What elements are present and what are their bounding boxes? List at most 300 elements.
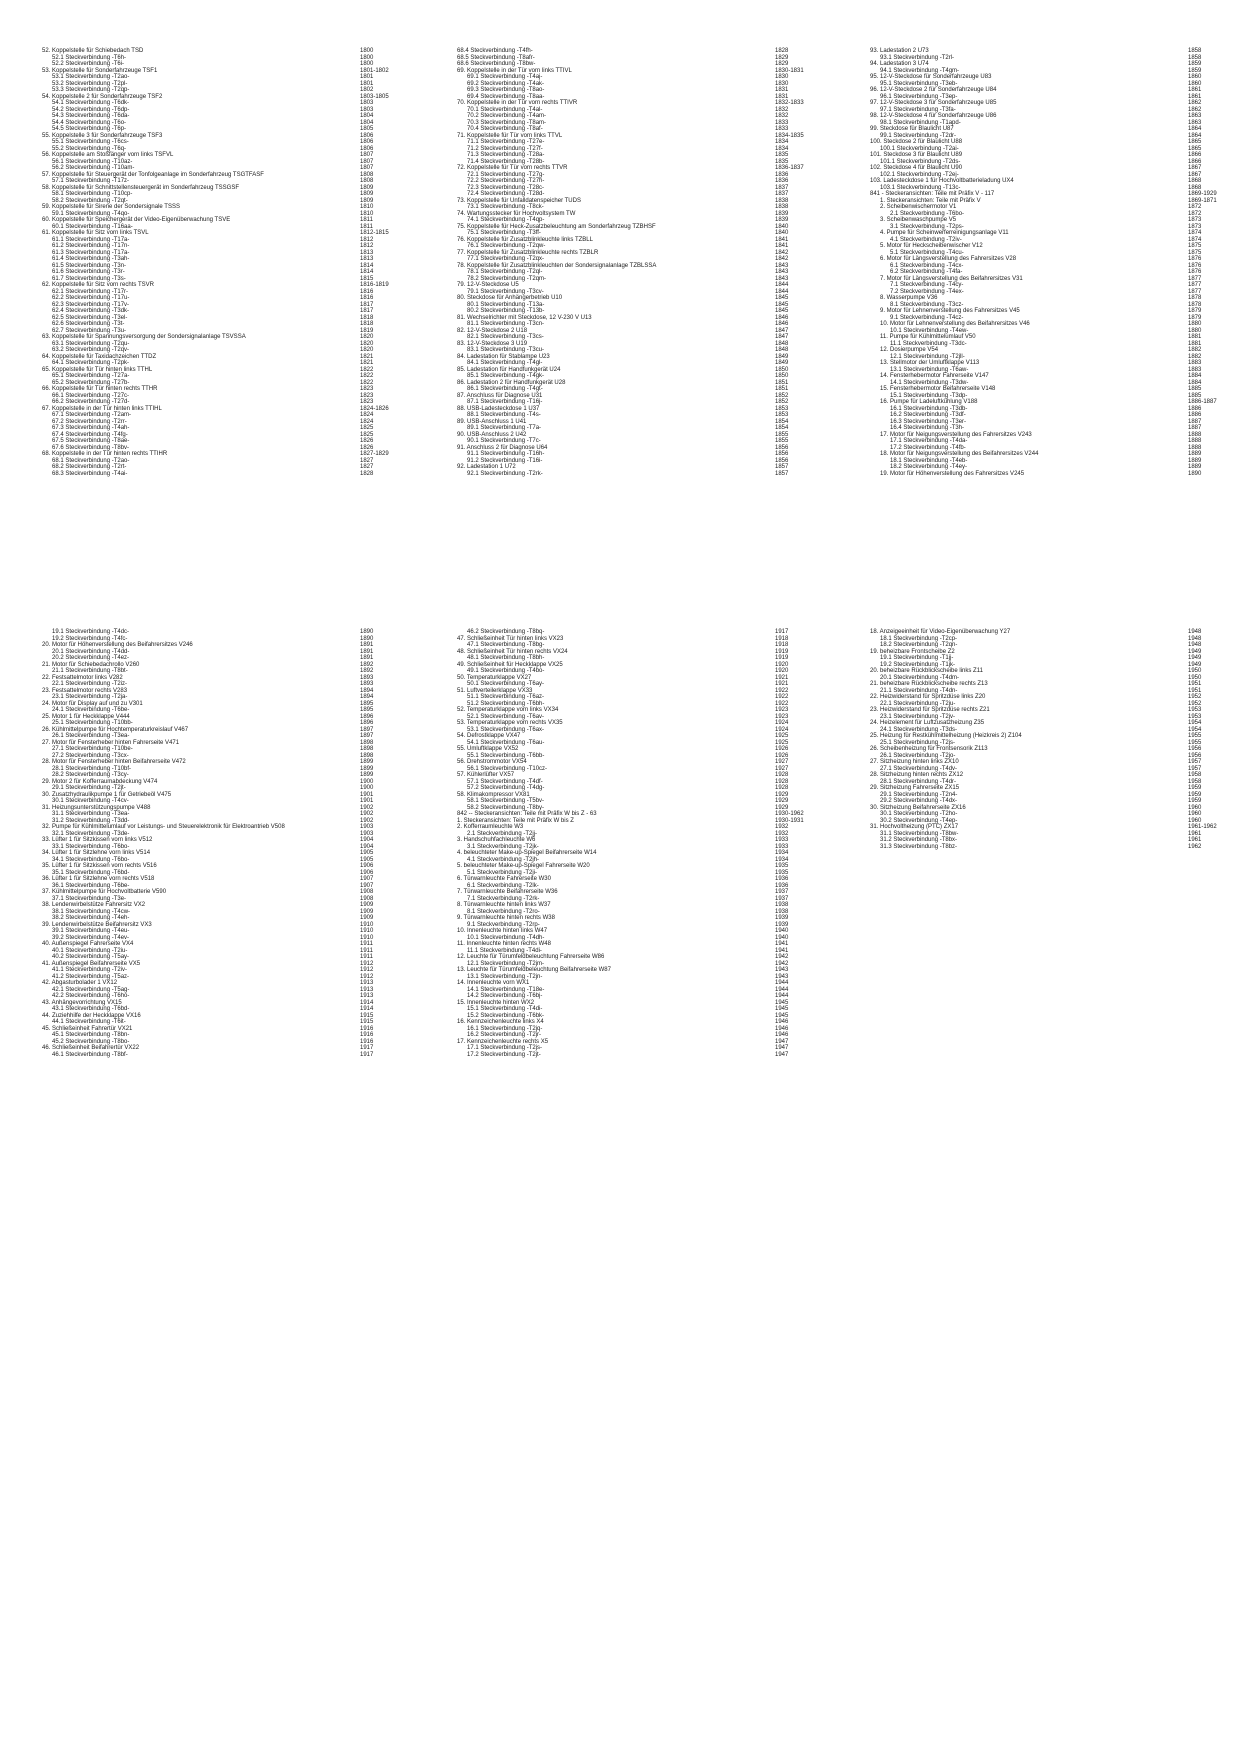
toc-entry-page: 1880 — [1188, 321, 1202, 327]
toc-entry-page: 1877 — [1188, 288, 1202, 295]
toc-entry-page: 1884 — [1188, 373, 1202, 379]
toc-entry-title: 16.1 Steckverbindung -T3db- — [890, 405, 968, 412]
toc-entry — [457, 1052, 827, 1059]
toc-column — [457, 629, 827, 1058]
toc-entry-title: 57.1 Steckverbindung -T17z- — [52, 178, 130, 184]
toc-entry-page: 1877 — [1188, 282, 1202, 288]
toc-entry-page: 1961 — [1188, 830, 1202, 837]
toc-entry-title: 67.3 Steckverbindung -T4ah- — [52, 425, 130, 431]
toc-entry-title: 14.1 Steckverbindung -T18e- — [467, 986, 545, 993]
toc-entry-page: 1806 — [360, 139, 374, 145]
toc-entry-title: 36. Lüfter 1 für Sitzlehne vorn rechts V518 — [42, 876, 155, 882]
toc-entry-page: 1912 — [360, 973, 374, 980]
toc-entry-title: 54. Koppelstelle 2 für Sonderfahrzeuge TSF2 — [42, 93, 163, 100]
toc-entry-title: 76. Koppelstelle für Zusatzblinkleuchte links TZBLL — [457, 236, 593, 243]
toc-entry-page: 1912 — [360, 967, 374, 973]
toc-entry-title: 53. Temperaturklappe vorn rechts VX35 — [457, 720, 563, 726]
toc-entry-page: 1894 — [360, 694, 374, 700]
toc-entry-title: 1. Steckeransichten: Teile mit Präfix V — [880, 197, 981, 204]
toc-entry-title: 68.3 Steckverbindung -T4ai- — [52, 470, 128, 477]
toc-entry-page: 1800 — [360, 48, 374, 54]
toc-entry-title: 45.2 Steckverbindung -T8bo- — [52, 1038, 130, 1045]
toc-entry-page: 1923 — [775, 713, 789, 720]
toc-entry-title: 4. Pumpe für Scheinwerferreinigungsanlage V11 — [880, 230, 1009, 236]
toc-entry-page: 1944 — [775, 986, 789, 993]
toc-entry-page: 1851 — [775, 386, 789, 392]
toc-entry-title: 64.1 Steckverbindung -T2pk- — [52, 360, 130, 366]
toc-entry-title: 49. Schließeinheit für Heckklappe VX25 — [457, 661, 563, 668]
toc-entry-title: 53.1 Steckverbindung -T2ao- — [52, 74, 130, 80]
toc-entry-title: 75. Koppelstelle für Heck-Zusatzbeleuchtung am Sonderfahrzeug TZBHSF — [457, 223, 656, 230]
toc-entry-page: 1922 — [775, 694, 789, 700]
toc-entry-title: 70.1 Steckverbindung -T4al- — [467, 106, 543, 113]
toc-entry-title: 64. Koppelstelle für Taxidachzeichen TTDZ — [42, 353, 157, 360]
toc-entry-page: 1934 — [775, 856, 789, 863]
toc-entry-page: 1835 — [775, 152, 789, 158]
toc-entry-title: 97.1 Steckverbindung -T3fa- — [880, 106, 956, 113]
toc-entry-title: 41.1 Steckverbindung -T2iv- — [52, 967, 128, 973]
toc-entry-title: 54.2 Steckverbindung -T6dp- — [52, 106, 130, 113]
toc-entry-title: 19.2 Steckverbindung -T4fc- — [52, 635, 128, 642]
toc-entry-page: 1873 — [1188, 217, 1202, 223]
toc-entry-page: 1926 — [775, 752, 789, 759]
toc-entry-title: 21.1 Steckverbindung -T4dn- — [880, 687, 958, 694]
toc-entry-title: 97. 12-V-Steckdose 3 für Sonderfahrzeuge U85 — [870, 100, 997, 106]
toc-entry-page: 1808 — [360, 178, 374, 184]
toc-entry-title: 96.1 Steckverbindung -T3ep- — [880, 93, 958, 100]
toc-entry-title: 23.1 Steckverbindung -T2ja- — [52, 694, 128, 700]
toc-entry-page: 1809 — [360, 197, 374, 204]
toc-entry-title: 26.1 Steckverbindung -T2jo- — [880, 752, 956, 759]
toc-entry-page: 1925 — [775, 739, 789, 746]
toc-entry-title: 89.1 Steckverbindung -T7a- — [467, 425, 542, 431]
toc-entry-title: 84.1 Steckverbindung -T4gl- — [467, 360, 543, 366]
toc-entry-title: 62.1 Steckverbindung -T17r- — [52, 288, 129, 295]
toc-entry-page: 1817 — [360, 301, 374, 308]
toc-entry-title: 54.5 Steckverbindung -T6p- — [52, 126, 127, 132]
toc-entry-title: 47. Schließeinheit Tür hinten links VX23 — [457, 635, 564, 642]
toc-entry-title: 27. Motor für Fensterheber hinten Fahrerseite V471 — [42, 739, 180, 746]
toc-entry-page: 1863 — [1188, 119, 1202, 126]
toc-entry-title: 69.3 Steckverbindung -T8ao- — [467, 87, 545, 93]
toc-entry-title: 51.1 Steckverbindung -T6az- — [467, 694, 545, 700]
toc-entry-page: 1853 — [775, 412, 789, 418]
toc-entry-page: 1808 — [360, 171, 374, 178]
toc-entry-title: 20.2 Steckverbindung -T4ez- — [52, 655, 130, 661]
toc-entry-page: 1812 — [360, 243, 374, 249]
toc-entry-page: 1961 — [1188, 837, 1202, 843]
toc-entry-title: 17.1 Steckverbindung -T4da- — [890, 438, 968, 444]
toc-entry-page: 1813 — [360, 256, 374, 262]
toc-entry-page: 1898 — [360, 739, 374, 746]
toc-entry-title: 15. Innenleuchte hinten WX2 — [457, 999, 535, 1006]
toc-entry-page: 1962 — [1188, 843, 1202, 850]
toc-entry-title: 44.1 Steckverbindung -T6it- — [52, 1019, 126, 1025]
toc-entry-title: 9.1 Steckverbindung -T4cz- — [890, 314, 964, 321]
toc-entry-page: 1954 — [1188, 726, 1202, 733]
toc-entry-page: 1889 — [1188, 457, 1202, 464]
toc-entry-title: 51. Luftverteilerklappe VX33 — [457, 687, 533, 694]
toc-entry-page: 1855 — [775, 431, 789, 438]
toc-entry-title: 58. Klimakompressor VX81 — [457, 791, 530, 798]
toc-entry-page: 1940 — [775, 928, 789, 934]
toc-entry-title: 35.1 Steckverbindung -T6bd- — [52, 869, 130, 876]
toc-entry-page: 1958 — [1188, 778, 1202, 785]
toc-entry-title: 24.1 Steckverbindung -T3ds- — [880, 726, 958, 733]
toc-entry-page: 1905 — [360, 850, 374, 856]
toc-entry-title: 58.2 Steckverbindung -T2qt- — [52, 197, 128, 204]
toc-entry-page: 1846 — [775, 321, 789, 327]
toc-entry-title: 39.2 Steckverbindung -T4ev- — [52, 934, 130, 941]
toc-entry-title: 82. 12-V-Steckdose 2 U18 — [457, 327, 528, 334]
toc-entry-title: 9. Türwarnleuchte hinten rechts W38 — [457, 915, 555, 921]
toc-entry-title: 5. Motor für Heckscheibenwischer V12 — [880, 243, 983, 249]
toc-entry-title: 19.2 Steckverbindung -T1jk- — [880, 661, 956, 668]
toc-entry-page: 1835 — [775, 158, 789, 165]
toc-entry-page: 1850 — [775, 373, 789, 379]
toc-entry-title: 98. 12-V-Steckdose 4 für Sonderfahrzeuge U86 — [870, 113, 997, 119]
toc-entry-title: 22. Heizwiderstand für Spritzdüse links Z20 — [870, 694, 986, 700]
toc-entry-page: 1825 — [360, 431, 374, 438]
toc-entry-page: 1920 — [775, 668, 789, 674]
toc-entry-page: 1915 — [360, 1019, 374, 1025]
toc-entry-page: 1921 — [775, 681, 789, 687]
toc-entry-page: 1892 — [360, 661, 374, 668]
toc-entry-page: 1926 — [775, 746, 789, 752]
toc-entry-title: 31. Heizungsunterstützungspumpe V488 — [42, 804, 151, 811]
toc-entry-title: 30. Sitzheizung Beifahrerseite ZX16 — [870, 804, 966, 811]
toc-entry-page: 1879 — [1188, 314, 1202, 321]
toc-entry-title: 33.1 Steckverbindung -T6bo- — [52, 843, 130, 850]
toc-entry-title: 56. Drehstrommotor VX54 — [457, 759, 527, 765]
toc-entry-page: 1957 — [1188, 759, 1202, 765]
toc-entry-page: 1868 — [1188, 178, 1202, 184]
toc-entry-title: 18.2 Steckverbindung -T4ey- — [890, 464, 968, 470]
toc-entry — [870, 471, 1240, 478]
toc-entry-title: 10. Innenleuchte hinten links W47 — [457, 928, 548, 934]
toc-entry-title: 29. Motor 2 für Kofferraumabdeckung V474 — [42, 778, 158, 785]
toc-entry-title: 3.1 Steckverbindung -T2ps- — [890, 223, 964, 230]
toc-entry-title: 57.1 Steckverbindung -T4df- — [467, 778, 543, 785]
toc-entry-page: 1937 — [775, 895, 789, 902]
toc-entry-title: 19.1 Steckverbindung -T4dc- — [52, 629, 130, 635]
toc-entry-page: 1920 — [775, 661, 789, 668]
toc-entry-page: 1834 — [775, 139, 789, 145]
toc-entry-title: 49.1 Steckverbindung -T4bo- — [467, 668, 545, 674]
toc-entry-title: 86.1 Steckverbindung -T4gt- — [467, 386, 543, 392]
toc-entry-title: 67.4 Steckverbindung -T4fg- — [52, 431, 128, 438]
toc-entry-page: 1940 — [775, 934, 789, 941]
toc-entry-title: 28.2 Steckverbindung -T3cy- — [52, 772, 129, 778]
toc-entry-page: 1877 — [1188, 275, 1202, 282]
toc-entry-page: 1872 — [1188, 210, 1202, 217]
toc-entry-page: 1882 — [1188, 353, 1202, 360]
toc-entry-page: 1867 — [1188, 165, 1202, 171]
toc-entry-title: 102.1 Steckverbindung -T2ej- — [880, 171, 959, 178]
toc-entry-page: 1820 — [360, 340, 374, 347]
toc-entry-title: 67.5 Steckverbindung -T8ae- — [52, 438, 130, 444]
toc-entry-title: 29.2 Steckverbindung -T4dx- — [880, 798, 958, 804]
toc-entry-title: 17.2 Steckverbindung -T2jt- — [467, 1051, 541, 1058]
toc-entry-page: 1803 — [360, 100, 374, 106]
toc-entry-title: 15.1 Steckverbindung -T3dp- — [890, 392, 968, 399]
toc-entry-page: 1909 — [360, 908, 374, 915]
toc-entry-title: 3. Handschuhfachleuchte W6 — [457, 837, 536, 843]
toc-entry-page: 1928 — [775, 785, 789, 791]
toc-entry-page: 1830-1831 — [775, 67, 804, 74]
toc-entry-page: 1946 — [775, 1025, 789, 1032]
toc-entry-page: 1889 — [1188, 464, 1202, 470]
toc-entry-page: 1821 — [360, 360, 374, 366]
toc-entry-title: 31.3 Steckverbindung -T8bz- — [880, 843, 958, 850]
toc-entry-page: 1816 — [360, 295, 374, 301]
toc-entry-title: 78.1 Steckverbindung -T2ql- — [467, 269, 543, 275]
toc-entry-page: 1878 — [1188, 301, 1202, 308]
toc-entry-title: 100. Steckdose 2 für Blaulicht U88 — [870, 139, 963, 145]
toc-entry-title: 12.1 Steckverbindung -T2jll- — [890, 353, 965, 360]
toc-entry-title: 65. Koppelstelle für Tür hinten links TTHL — [42, 366, 153, 373]
toc-entry-page: 1874 — [1188, 236, 1202, 243]
toc-entry-title: 61. Koppelstelle für Sitz vorn links TSVL — [42, 230, 149, 236]
toc-entry-page: 1814 — [360, 262, 374, 269]
toc-entry-title: 37. Kühlmittelpumpe für Hochvoltbatterie V590 — [42, 889, 167, 895]
toc-entry-page: 1863 — [1188, 113, 1202, 119]
toc-entry-page: 1942 — [775, 960, 789, 967]
toc-entry-page: 1961-1962 — [1188, 824, 1217, 830]
toc-entry-title: 71.2 Steckverbindung -T27f- — [467, 145, 543, 152]
toc-entry-page: 1802 — [360, 87, 374, 93]
toc-entry-page: 1941 — [775, 947, 789, 954]
toc-entry-page: 1907 — [360, 876, 374, 882]
toc-entry-page: 1843 — [775, 275, 789, 282]
toc-entry-page: 1810 — [360, 210, 374, 217]
toc-entry-title: 58. Koppelstelle für Schnittstellensteuergerät im Sonderfahrzeug TSSGSF — [42, 184, 239, 191]
toc-entry-page: 1886 — [1188, 412, 1202, 418]
toc-entry-title: 55.1 Steckverbindung -T6bb- — [467, 752, 545, 759]
toc-entry-title: 51.2 Steckverbindung -T6bh- — [467, 700, 545, 707]
toc-entry-title: 69.4 Steckverbindung -T8aa- — [467, 93, 545, 100]
toc-entry-title: 52.2 Steckverbindung -T6i- — [52, 61, 125, 67]
toc-entry-page: 1919 — [775, 648, 789, 655]
toc-entry-page: 1850 — [775, 366, 789, 373]
toc-entry-page: 1956 — [1188, 752, 1202, 759]
toc-entry-page: 1939 — [775, 915, 789, 921]
toc-entry-page: 1900 — [360, 785, 374, 791]
toc-entry-title: 22.1 Steckverbindung -T2iz- — [52, 681, 128, 687]
toc-entry-title: 38.1 Steckverbindung -T4cw- — [52, 908, 131, 915]
toc-entry-title: 31. Hochvoltheizung (PTC) ZX17 — [870, 824, 959, 830]
toc-entry-page: 1945 — [775, 1012, 789, 1019]
toc-entry-page: 1925 — [775, 733, 789, 739]
toc-entry-title: 92. Ladestation 1 U72 — [457, 464, 516, 470]
toc-entry-title: 56.2 Steckverbindung -T10am- — [52, 165, 135, 171]
toc-entry-title: 79.1 Steckverbindung -T3cv- — [467, 288, 544, 295]
toc-entry-page: 1929 — [775, 804, 789, 811]
toc-entry-page: 1902 — [360, 804, 374, 811]
toc-entry-page: 1876 — [1188, 269, 1202, 275]
toc-entry-title: 6. Motor für Längsverstellung des Fahrersitzes V28 — [880, 256, 1017, 262]
toc-entry-title: 19.1 Steckverbindung -T1jj- — [880, 655, 954, 661]
toc-entry-page: 1824 — [360, 412, 374, 418]
toc-entry-title: 27.2 Steckverbindung -T3cx- — [52, 752, 129, 759]
toc-entry-title: 71.1 Steckverbindung -T27e- — [467, 139, 545, 145]
toc-entry-title: 61.7 Steckverbindung -T3s- — [52, 275, 126, 282]
toc-entry-title: 24. Motor für Display auf und zu V301 — [42, 700, 143, 707]
toc-entry-title: 17. Motor für Neigungsverstellung des Fahrersitzes V243 — [880, 431, 1032, 438]
toc-entry-title: 101.1 Steckverbindung -T2ds- — [880, 158, 961, 165]
toc-entry-title: 56. Koppelstelle am Stoßfänger vorn links TSFVL — [42, 152, 174, 158]
toc-entry-title: 99.1 Steckverbindung -T2dr- — [880, 132, 957, 139]
toc-entry-page: 1951 — [1188, 681, 1202, 687]
toc-entry-title: 61.6 Steckverbindung -T3r- — [52, 269, 125, 275]
toc-entry-page: 1860 — [1188, 80, 1202, 87]
toc-entry-page: 1886-1887 — [1188, 399, 1217, 405]
toc-entry-title: 94. Ladestation 3 U74 — [870, 61, 929, 67]
toc-entry-page: 1804 — [360, 119, 374, 126]
toc-entry-title: 52. Koppelstelle für Schiebedach TSD — [42, 48, 144, 54]
toc-entry-title: 4.1 Steckverbindung -T2iv- — [890, 236, 962, 243]
toc-entry-page: 1941 — [775, 941, 789, 947]
toc-entry-title: 32.1 Steckverbindung -T3de- — [52, 830, 130, 837]
toc-entry-title: 6.1 Steckverbindung -T4cx- — [890, 262, 964, 269]
toc-entry-page: 1836-1837 — [775, 165, 804, 171]
toc-entry-title: 7.1 Steckverbindung -T2rk- — [467, 895, 540, 902]
toc-entry-page: 1955 — [1188, 739, 1202, 746]
toc-entry-title: 55.2 Steckverbindung -T6q- — [52, 145, 127, 152]
toc-entry-page: 1903 — [360, 824, 374, 830]
toc-entry-title: 31.2 Steckverbindung -T8bx- — [880, 837, 958, 843]
toc-entry-page: 1849 — [775, 353, 789, 360]
toc-entry-title: 72.1 Steckverbindung -T27g- — [467, 171, 545, 178]
toc-entry-title: 53.2 Steckverbindung -T2pl- — [52, 80, 128, 87]
toc-entry-title: 85. Ladestation für Handfunkgerät U24 — [457, 366, 561, 373]
toc-entry-page: 1923 — [775, 707, 789, 713]
toc-entry-title: 7.2 Steckverbindung -T4ex- — [890, 288, 964, 295]
toc-entry-title: 62.3 Steckverbindung -T17v- — [52, 301, 130, 308]
toc-entry-page: 1867 — [1188, 171, 1202, 178]
toc-entry-title: 18.2 Steckverbindung -T2qn- — [880, 642, 958, 648]
toc-entry-title: 39.1 Steckverbindung -T4eu- — [52, 928, 130, 934]
toc-entry-page: 1845 — [775, 301, 789, 308]
toc-entry-page: 1865 — [1188, 145, 1202, 152]
toc-entry-title: 62.5 Steckverbindung -T3el- — [52, 314, 128, 321]
toc-entry-page: 1889 — [1188, 451, 1202, 457]
toc-entry-page: 1949 — [1188, 648, 1202, 655]
toc-entry-page: 1916 — [360, 1025, 374, 1032]
toc-entry-page: 1813 — [360, 249, 374, 256]
toc-entry-page: 1953 — [1188, 707, 1202, 713]
toc-entry-page: 1801-1802 — [360, 67, 389, 74]
toc-entry-title: 20.1 Steckverbindung -T4dd- — [52, 648, 130, 655]
toc-entry-title: 58.2 Steckverbindung -T8by- — [467, 804, 545, 811]
toc-entry-page: 1890 — [360, 629, 374, 635]
toc-entry — [42, 471, 412, 478]
toc-entry-page: 1927 — [775, 759, 789, 765]
toc-entry-title: 46. Schließeinheit Beifahrertür VX22 — [42, 1045, 140, 1051]
toc-entry-title: 68.1 Steckverbindung -T2ao- — [52, 457, 130, 464]
toc-entry-title: 2. Kofferraumleuchte W3 — [457, 824, 524, 830]
toc-entry-page: 1840 — [775, 223, 789, 230]
toc-entry-page: 1898 — [360, 746, 374, 752]
toc-entry-title: 86. Ladestation 2 für Handfunkgerät U28 — [457, 379, 566, 386]
toc-entry-title: 29.1 Steckverbindung -T2jt- — [52, 785, 126, 791]
toc-entry-page: 1888 — [1188, 438, 1202, 444]
toc-entry-title: 67.6 Steckverbindung -T8bv- — [52, 444, 130, 451]
toc-entry-page: 1847 — [775, 327, 789, 334]
toc-entry-title: 62.6 Steckverbindung -T3t- — [52, 321, 125, 327]
toc-entry-title: 61.4 Steckverbindung -T3ah- — [52, 256, 130, 262]
toc-entry-page: 1896 — [360, 713, 374, 720]
toc-entry-page: 1929 — [775, 798, 789, 804]
toc-entry-page: 1893 — [360, 681, 374, 687]
toc-entry-title: 61.5 Steckverbindung -T3n- — [52, 262, 127, 269]
toc-entry-page: 1881 — [1188, 334, 1202, 340]
toc-entry-title: 62.7 Steckverbindung -T3u- — [52, 327, 127, 334]
toc-entry-page: 1927 — [775, 765, 789, 772]
toc-entry-page: 1840 — [775, 230, 789, 236]
toc-entry-page: 1951 — [1188, 687, 1202, 694]
toc-entry-title: 95. 12-V-Steckdose für Sonderfahrzeuge U83 — [870, 74, 992, 80]
toc-entry-title: 100.1 Steckverbindung -T2ai- — [880, 145, 959, 152]
toc-entry-page: 1831 — [775, 87, 789, 93]
toc-entry-title: 16.2 Steckverbindung -T2jr- — [467, 1032, 542, 1038]
toc-entry-title: 77. Koppelstelle für Zusatzblinkleuchte rechts TZBLR — [457, 249, 599, 256]
toc-entry-page: 1947 — [775, 1045, 789, 1051]
toc-entry-page: 1861 — [1188, 93, 1202, 100]
toc-entry-title: 62.4 Steckverbindung -T3dk- — [52, 308, 130, 314]
toc-entry-page: 1947 — [775, 1051, 789, 1058]
toc-entry-page: 1938 — [775, 908, 789, 915]
toc-entry-page: 1933 — [775, 843, 789, 850]
toc-entry-page: 1886 — [1188, 405, 1202, 412]
toc-entry-title: 102. Steckdose 4 für Blaulicht U90 — [870, 165, 963, 171]
toc-entry-title: 14. Fensterhebermotor Fahrerseite V147 — [880, 373, 989, 379]
toc-entry-title: 88. USB-Ladesteckdose 1 U37 — [457, 405, 540, 412]
toc-entry-page: 1900 — [360, 778, 374, 785]
toc-entry-title: 20. Motor für Höhenverstellung des Beifahrersitzes V246 — [42, 642, 193, 648]
toc-entry-title: 42.2 Steckverbindung -T6ho- — [52, 993, 130, 999]
toc-entry-title: 61.2 Steckverbindung -T17n- — [52, 243, 130, 249]
toc-entry-title: 53.1 Steckverbindung -T6ax- — [467, 726, 545, 733]
toc-entry-page: 1922 — [775, 700, 789, 707]
toc-entry-page: 1899 — [360, 765, 374, 772]
toc-entry-page: 1896 — [360, 720, 374, 726]
toc-entry-page: 1842 — [775, 256, 789, 262]
toc-entry-page: 1902 — [360, 811, 374, 817]
toc-entry-title: 34. Lüfter 1 für Sitzlehne vorn links V514 — [42, 850, 151, 856]
toc-entry-page: 1960 — [1188, 804, 1202, 811]
toc-entry-page: 1936 — [775, 882, 789, 889]
toc-entry-page: 1914 — [360, 1006, 374, 1012]
toc-entry-title: 66.1 Steckverbindung -T27c- — [52, 392, 130, 399]
toc-entry-page: 1857 — [775, 470, 789, 477]
toc-entry-page: 1936 — [775, 876, 789, 882]
toc-entry-page: 1852 — [775, 399, 789, 405]
toc-entry-page: 1947 — [775, 1038, 789, 1045]
toc-entry-page: 1852 — [775, 392, 789, 399]
toc-entry-page: 1944 — [775, 993, 789, 999]
toc-entry-title: 7.1 Steckverbindung -T4cy- — [890, 282, 964, 288]
toc-entry-title: 22. Festsattelmotor links V282 — [42, 674, 123, 681]
toc-entry-page: 1861 — [1188, 87, 1202, 93]
toc-entry-title: 71.4 Steckverbindung -T28b- — [467, 158, 545, 165]
toc-entry-page: 1918 — [775, 635, 789, 642]
toc-entry-title: 71. Koppelstelle für Tür vorn links TTVL — [457, 132, 563, 139]
toc-entry-title: 17. Kennzeichenleuchte rechts X5 — [457, 1038, 549, 1045]
toc-entry-page: 1897 — [360, 726, 374, 733]
toc-entry-title: 69.1 Steckverbindung -T4aj- — [467, 74, 543, 80]
toc-entry-title: 59. Koppelstelle für Sirene der Sondersignale TSSS — [42, 204, 180, 210]
